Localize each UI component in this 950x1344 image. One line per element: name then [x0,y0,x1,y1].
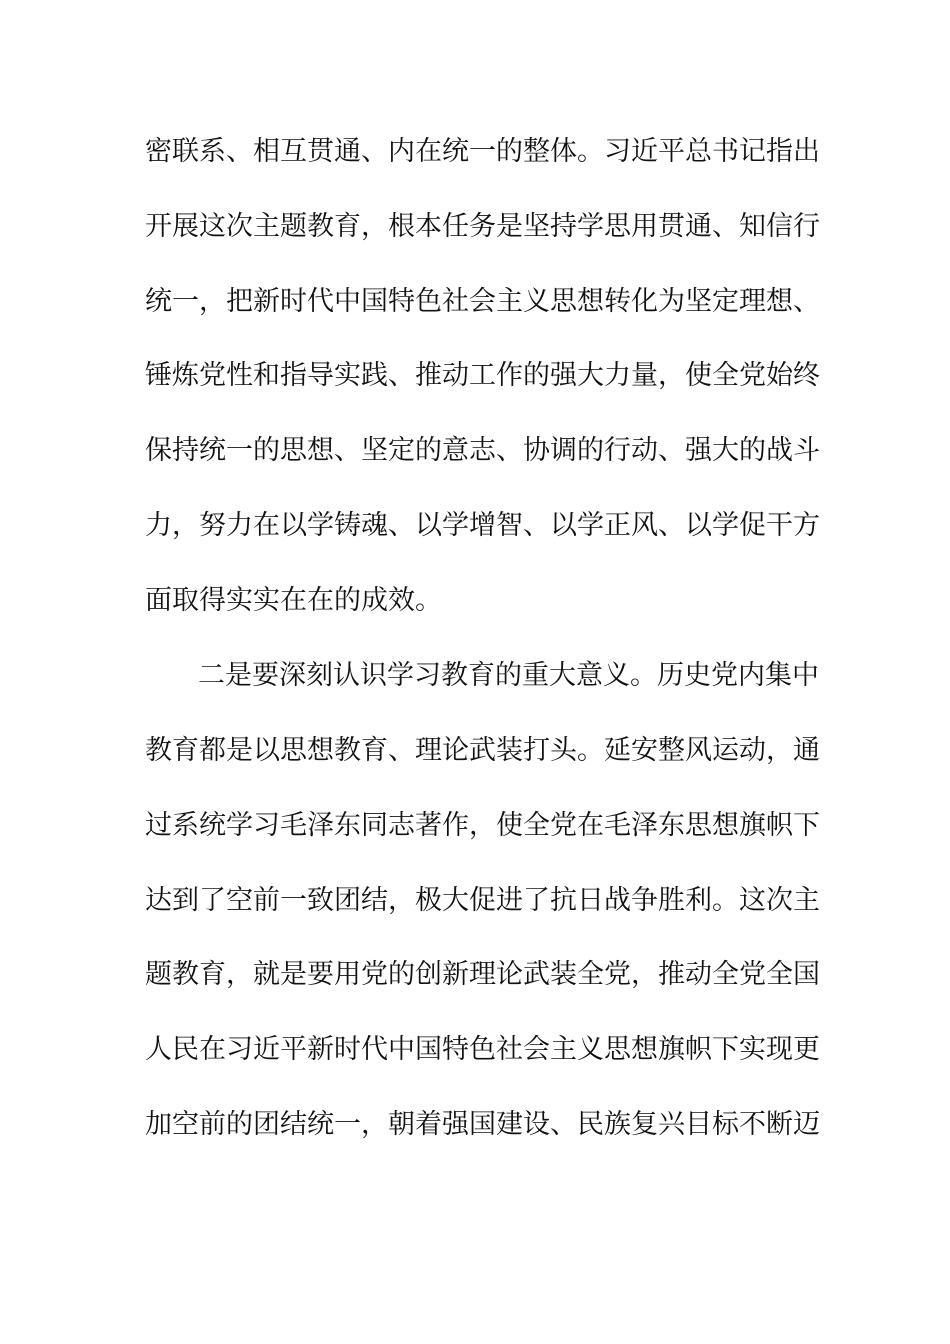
paragraph-line: 过系统学习毛泽东同志著作，使全党在毛泽东思想旗帜下 [145,810,820,841]
paragraph-line: 题教育，就是要用党的创新理论武装全党，推动全党全国 [145,959,820,990]
paragraph-line: 教育都是以思想教育、理论武装打头。延安整风运动，通 [145,735,820,766]
paragraph-line: 锤炼党性和指导实践、推动工作的强大力量，使全党始终 [145,360,820,391]
paragraph-line: 面取得实实在在的成效。 [145,585,442,616]
paragraph-line: 密联系、相互贯通、内在统一的整体。习近平总书记指出 [145,136,820,167]
paragraph-line: 二是要深刻认识学习教育的重大意义。历史党内集中 [198,660,819,691]
paragraph-line: 开展这次主题教育，根本任务是坚持学思用贯通、知信行 [145,211,820,242]
paragraph-line: 统一，把新时代中国特色社会主义思想转化为坚定理想、 [145,286,820,317]
paragraph-line: 加空前的团结统一，朝着强国建设、民族复兴目标不断迈 [145,1109,820,1140]
paragraph-line: 力，努力在以学铸魂、以学增智、以学正风、以学促干方 [145,510,820,541]
paragraph-line: 保持统一的思想、坚定的意志、协调的行动、强大的战斗 [145,435,820,466]
paragraph-line: 达到了空前一致团结，极大促进了抗日战争胜利。这次主 [145,885,820,916]
paragraph-line: 人民在习近平新时代中国特色社会主义思想旗帜下实现更 [145,1034,820,1065]
